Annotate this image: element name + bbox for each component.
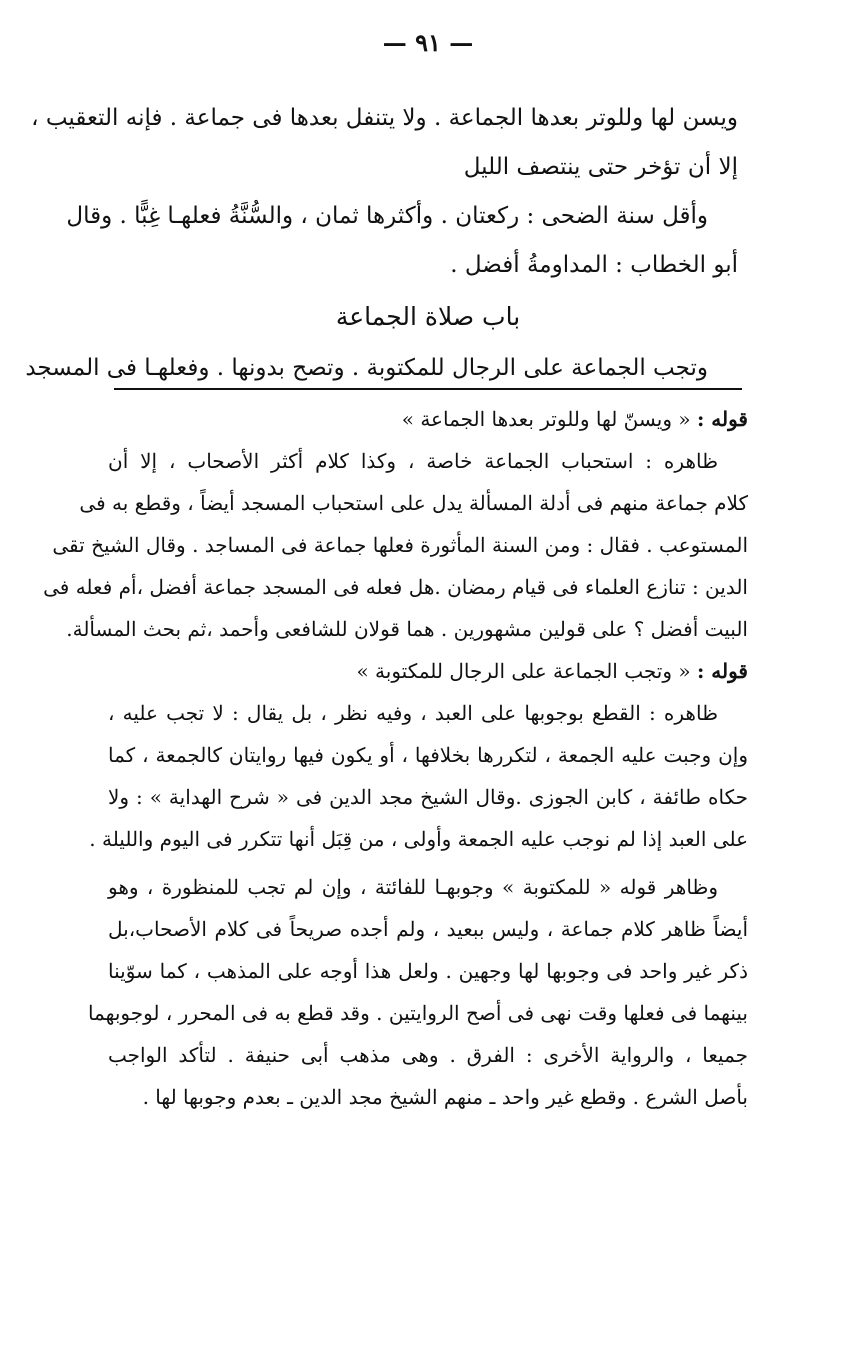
quoted-text: « وتجب الجماعة على الرجال للمكتوبة » bbox=[356, 659, 697, 683]
commentary bbox=[43, 398, 748, 1118]
commentary-line: ظاهره : القطع بوجوبها على العبد ، وفيه نظر ، بل يقال : لا تجب عليه ، bbox=[108, 701, 718, 725]
commentary-heading bbox=[108, 398, 748, 440]
main-line: أبو الخطاب : المداومةُ أفضل . bbox=[450, 252, 738, 278]
page-number: — ٩١ — bbox=[382, 28, 474, 57]
main-text bbox=[25, 94, 738, 393]
main-line: ويسن لها وللوتر بعدها الجماعة . ولا يتنفل بعدها فى جماعة . فإنه التعقيب ، bbox=[31, 105, 738, 131]
commentary-line: بينهما فى فعلها وقت نهى فى أصح الروايتين . وقد قطع به فى المحرر ، لوجوبهما bbox=[87, 1001, 748, 1025]
commentary-line: البيت أفضل ؟ على قولين مشهورين . هما قولان للشافعى وأحمد ،ثم بحث المسألة. bbox=[66, 617, 748, 641]
footnote-separator bbox=[114, 388, 742, 390]
qawluh-label: قوله : bbox=[696, 659, 748, 683]
section-heading: باب صلاة الجماعة bbox=[335, 302, 521, 331]
commentary-heading bbox=[108, 650, 748, 692]
qawluh-label: قوله : bbox=[696, 407, 748, 431]
commentary-line: الدين : تنازع العلماء فى قيام رمضان .هل فعله فى المسجد جماعة أفضل ،أم فعله فى bbox=[43, 575, 748, 599]
commentary-line: كلام جماعة منهم فى أدلة المسألة يدل على استحباب المسجد أيضاً ، وقطع به فى bbox=[79, 491, 748, 515]
commentary-line: على العبد إذا لم نوجب عليه الجمعة وأولى ، من قِبَل أنها تتكرر فى اليوم والليلة . bbox=[89, 827, 748, 851]
commentary-line: حكاه طائفة ، كابن الجوزى .وقال الشيخ مجد الدين فى « شرح الهداية » : ولا bbox=[108, 785, 748, 809]
commentary-line: ذكر غير واحد فى وجوبها لها وجهين . ولعل هذا أوجه على المذهب ، كما سوّينا bbox=[108, 959, 748, 983]
commentary-line: المستوعب . فقال : ومن السنة المأثورة فعلها جماعة فى المساجد . وقال الشيخ تقى bbox=[52, 533, 748, 557]
commentary-line: وإن وجبت عليه الجمعة ، لتكررها بخلافها ، أو يكون فيها روايتان كالجمعة ، كما bbox=[108, 743, 748, 767]
commentary-line: بأصل الشرع . وقطع غير واحد ـ منهم الشيخ مجد الدين ـ بعدم وجوبها لها . bbox=[142, 1085, 748, 1109]
commentary-line: أيضاً ظاهر كلام جماعة ، وليس ببعيد ، ولم أجده صريحاً فى كلام الأصحاب،بل bbox=[108, 917, 748, 941]
quoted-text: « ويسنّ لها وللوتر بعدها الجماعة » bbox=[401, 407, 697, 431]
commentary-line: وظاهر قوله « للمكتوبة » وجوبهـا للفائتة ، وإن لم تجب للمنظورة ، وهو bbox=[108, 875, 718, 899]
main-line: وتجب الجماعة على الرجال للمكتوبة . وتصح بدونها . وفعلهـا فى المسجد bbox=[25, 355, 708, 381]
main-line: وأقل سنة الضحى : ركعتان . وأكثرها ثمان ، والسُّنَّةُ فعلهـا غِبًّا . وقال bbox=[66, 203, 708, 229]
commentary-line: جميعا ، والرواية الأخرى : الفرق . وهى مذهب أبى حنيفة . لتأكد الواجب bbox=[108, 1043, 748, 1067]
commentary-line: ظاهره : استحباب الجماعة خاصة ، وكذا كلام أكثر الأصحاب ، إلا أن bbox=[108, 449, 718, 473]
main-line: إلا أن تؤخر حتى ينتصف الليل bbox=[463, 154, 738, 180]
